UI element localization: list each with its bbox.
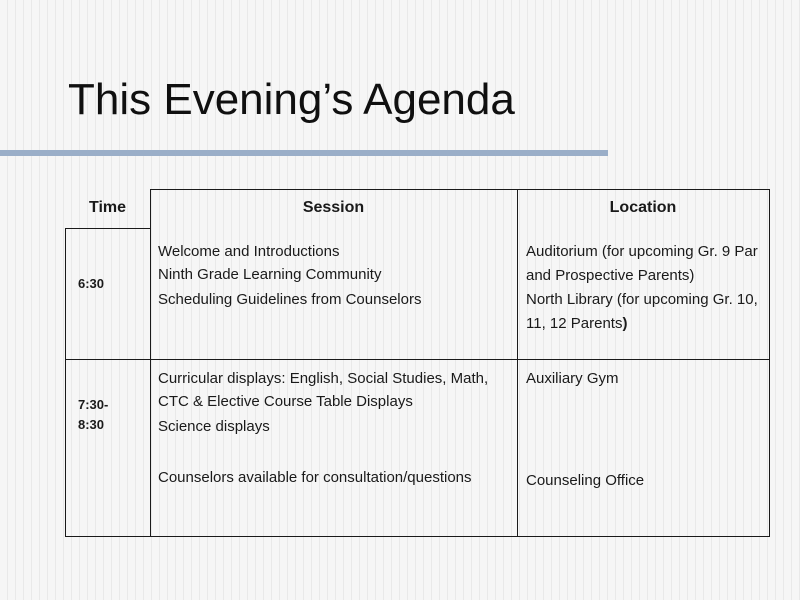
table-right-border bbox=[769, 189, 770, 537]
table-left-border bbox=[65, 228, 66, 537]
row-time-start: 7:30- bbox=[78, 397, 109, 412]
session-column-divider bbox=[517, 189, 518, 537]
slide-title: This Evening’s Agenda bbox=[68, 75, 515, 124]
table-header-divider bbox=[65, 228, 150, 229]
location-item bbox=[526, 288, 766, 336]
table-row-divider bbox=[65, 359, 770, 360]
row-time: 6:30 bbox=[78, 276, 105, 291]
header-location: Location bbox=[609, 199, 677, 216]
location-item: Auditorium (for upcoming Gr. 9 Par and Prospective Parents) bbox=[526, 243, 758, 284]
time-column-divider bbox=[150, 189, 151, 537]
table-top-border bbox=[150, 189, 770, 190]
session-item: Curricular displays: English, Social Studies, Math, bbox=[158, 370, 489, 387]
table-bottom-border bbox=[65, 536, 770, 537]
session-item: Welcome and Introductions bbox=[158, 243, 340, 260]
row-time-end: 8:30 bbox=[78, 417, 105, 432]
location-text: North Library (for upcoming Gr. 10, 11, 12 Parents bbox=[526, 291, 758, 332]
header-time: Time bbox=[88, 199, 127, 216]
session-item: Science displays bbox=[158, 418, 270, 435]
location-item: Counseling Office bbox=[526, 472, 645, 489]
title-underline bbox=[0, 150, 608, 156]
session-item: Ninth Grade Learning Community bbox=[158, 266, 382, 283]
location-close-paren: ) bbox=[622, 315, 628, 332]
location-item: Auxiliary Gym bbox=[526, 370, 619, 387]
session-item: Counselors available for consultation/questions bbox=[158, 469, 472, 486]
session-item: Scheduling Guidelines from Counselors bbox=[158, 291, 422, 308]
session-item: CTC & Elective Course Table Displays bbox=[158, 393, 413, 410]
header-session: Session bbox=[302, 199, 365, 216]
